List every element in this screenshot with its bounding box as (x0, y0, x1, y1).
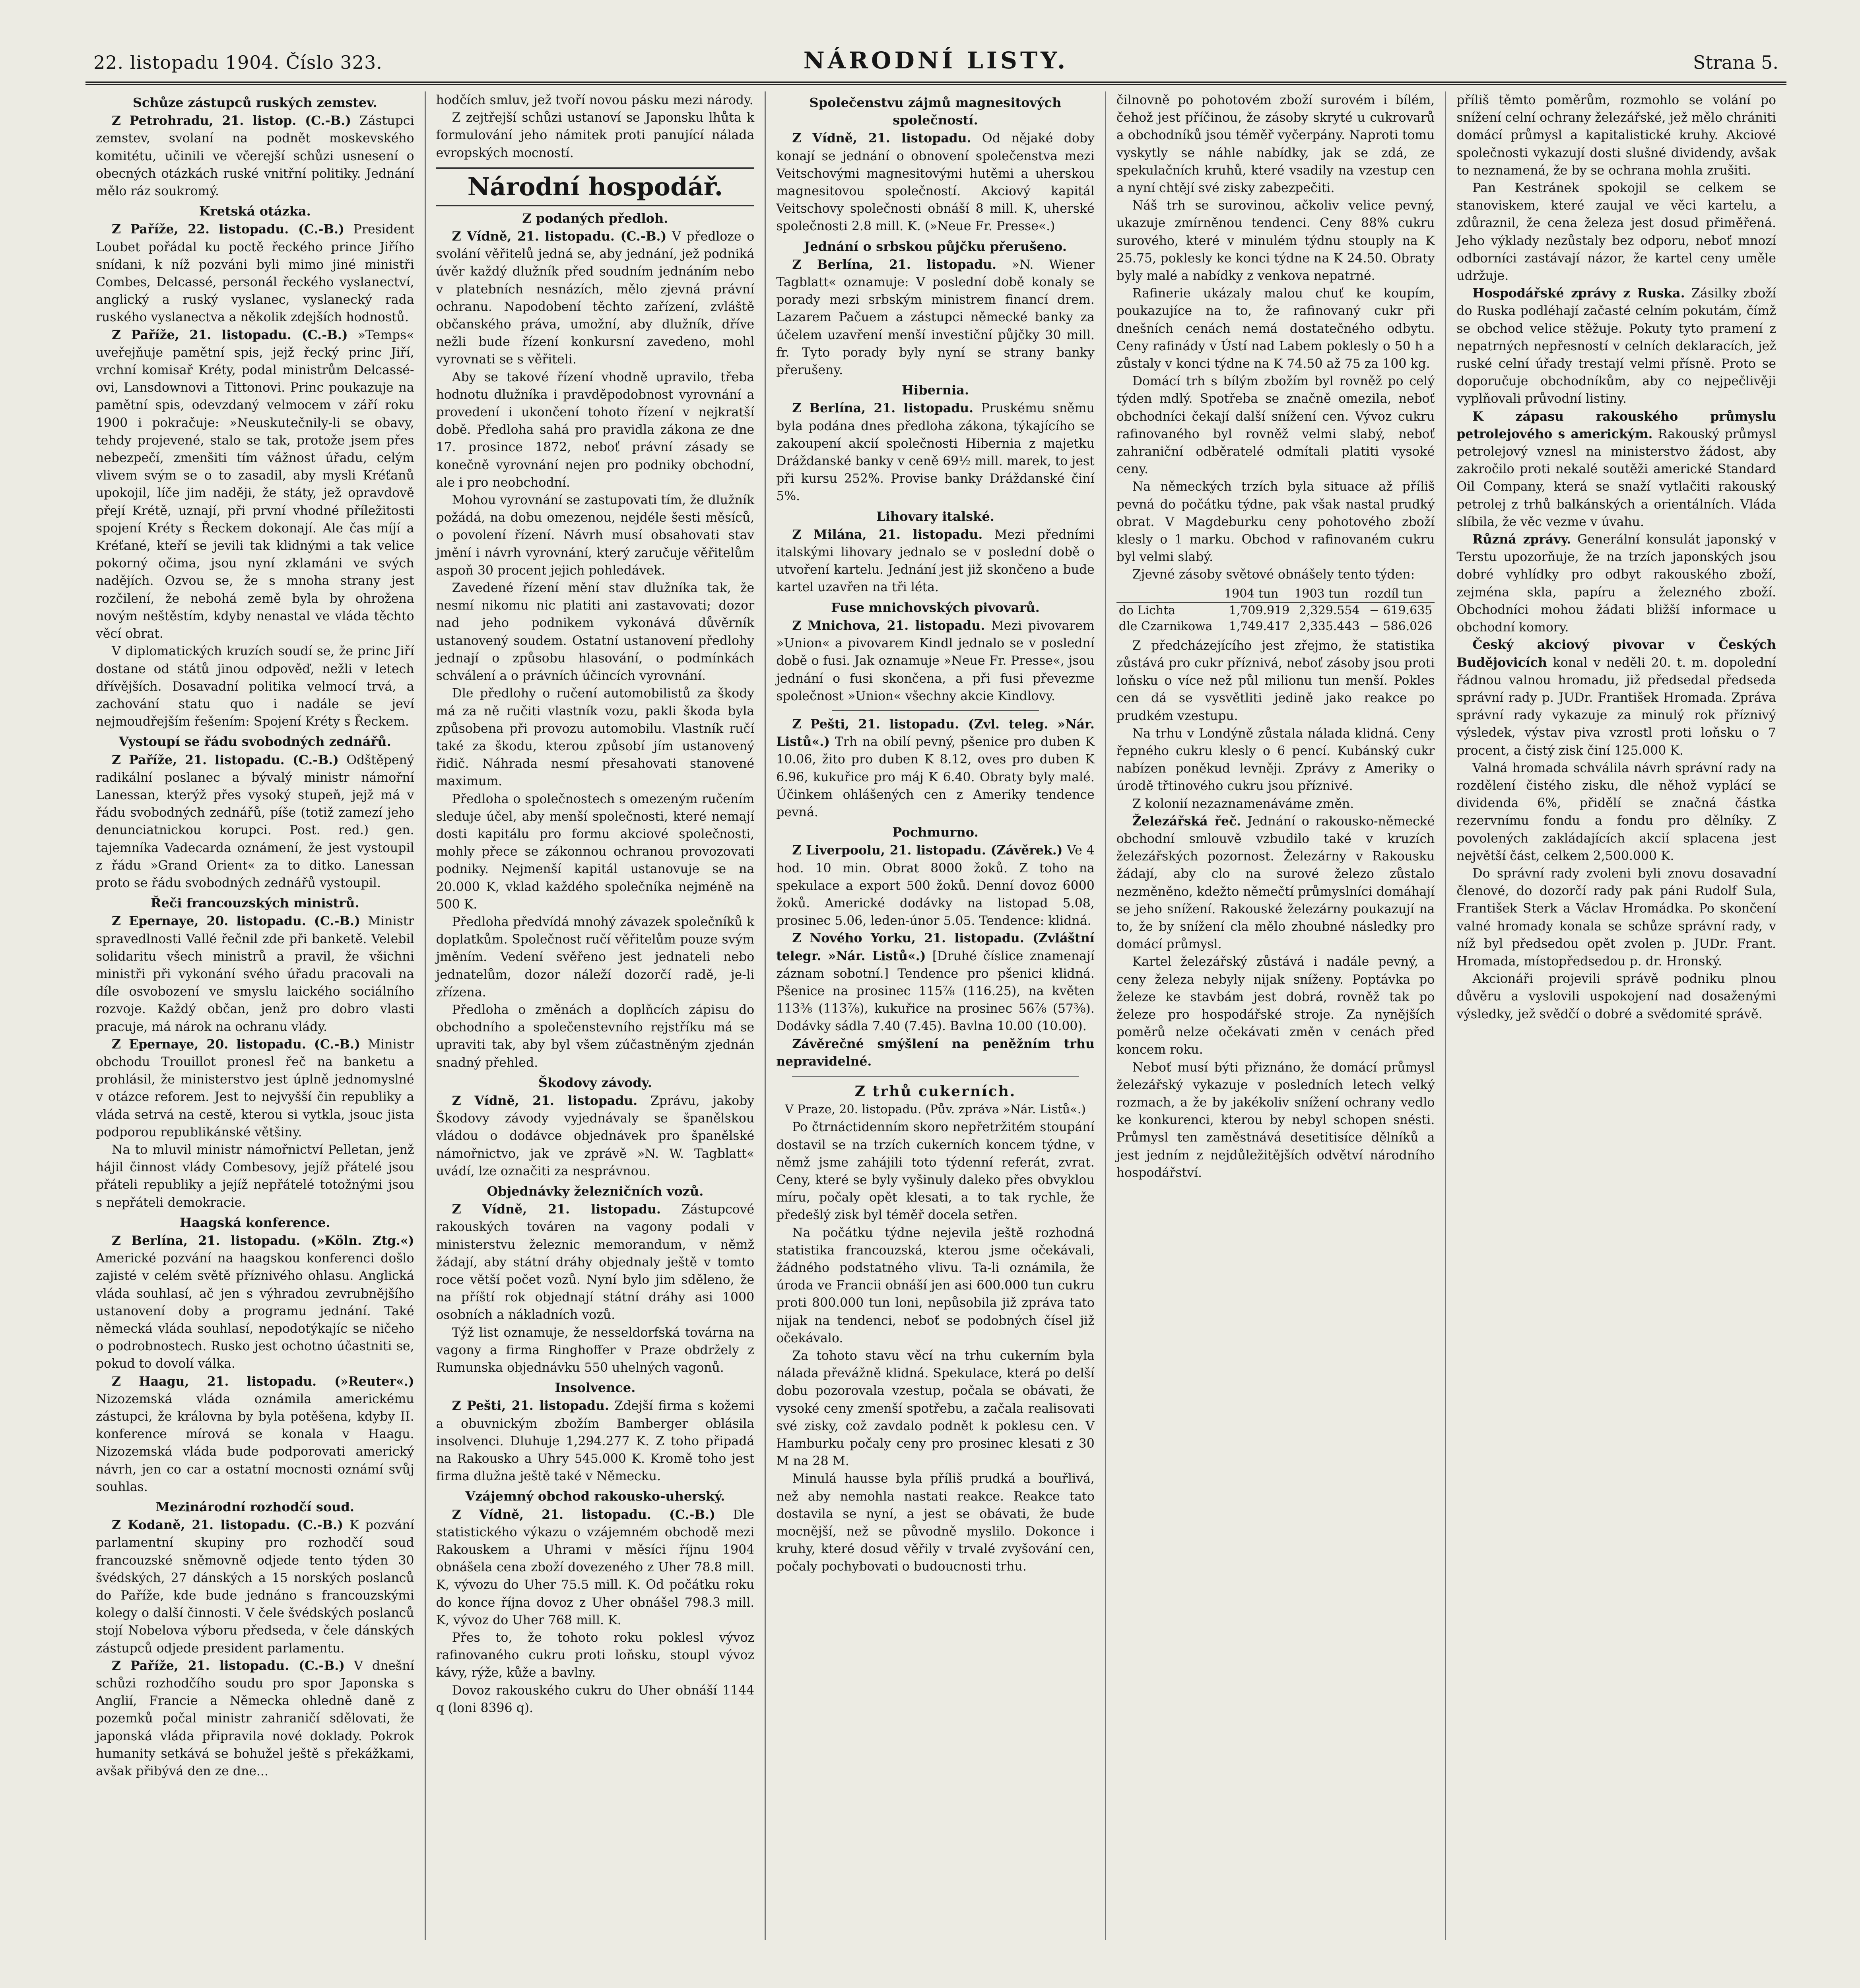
article-heading: Objednávky železničních vozů. (487, 1183, 704, 1199)
article-text (1456, 285, 1776, 408)
article-body: V dnešní schůzi rozhodčího soudu pro spor Japonska s Anglií, Francie a Německa ohledně daně z pozemků počal ministr zahraničí sdělovati, že japonská vláda připravila nové doklady. Pokrok humanity setkává se bohužel ještě s překážkami, avšak přibývá den ze dne... (96, 1658, 414, 1779)
article-text (776, 130, 1095, 235)
divider (792, 1076, 1079, 1077)
article-text (1456, 531, 1776, 636)
article-text (776, 842, 1095, 930)
article-body: Kartel železářský zůstává i nadále pevný, a ceny železa nebyly nijak sníženy. Poptávka po železe ke stavbám jest dobrá, rovněž tak po železe pro hospodářské stroje. Za nynějších poměrů nelze očekávati změn v cenách před koncem roku. (1116, 955, 1435, 1057)
article-text (96, 221, 414, 326)
article-text (436, 1201, 755, 1324)
article-body: Od nějaké doby konají se jednání o obnovení společenstva mezi Veitschovými magnesitovými hutěmi a uherskou magnesitovou společností. Akciový kapitál Veitschovy společnosti obnáší 8 mill. K, uherské společnosti 2.8 mill. K. (»Neue Fr. Presse«.) (776, 131, 1095, 234)
article-body: Pan Kestránek spokojil se celkem se stanoviskem, které zaujal ve věci kartelu, a zdůraznil, že cena železa jest dosud přiměřená. Jeho výklady nezůstaly bez odporu, neboť mnozí odborníci zastávají názor, že kartel ceny uměle udržuje. (1456, 181, 1776, 283)
dateline: Z Vídně, 21. listopadu. (452, 1093, 638, 1108)
article-body: Aby se takové řízení vhodně upravilo, třeba hodnotu dlužníka i pravděpodobnost vyrovnání a provedení i ukončení tohoto řízení v nejkratší době. Předloha sahá pro pravidla zákona ze dne 17. prosince 1872, neboť právní zásady se konečně vyrovnání nejen pro podniky obchodní, ale i pro neobchodní. (436, 370, 755, 490)
article-heading: Různá zprávy. (1472, 532, 1571, 547)
dateline: Z Liverpoolu, 21. listopadu. (Závěrek.) (792, 843, 1063, 858)
column-2 (426, 91, 766, 1940)
article-text (1116, 813, 1435, 953)
article-heading: Jednání o srbskou půjčku přerušeno. (804, 239, 1067, 254)
article-body: Nizozemská vláda oznámila americkému zástupci, že královna by byla potěšena, kdyby II. konference mírová se konala v Haagu. Nizozemská vláda bude podporovati americký návrh, jen co car a ostatní mocnosti oznámí svůj souhlas. (96, 1392, 414, 1494)
article-body: Zástupci zemstev, svolaní na podnět moskevského komitétu, učinili ve včerejší schůzi usnesení o obecných otázkách ruské vnitřní politiky. Jednání mělo ráz soukromý. (96, 114, 414, 199)
dateline: Z Vídně, 21. listopadu. (C.-B.) (452, 1507, 715, 1522)
article-body: Pruskému sněmu byla podána dnes předloha zákona, týkajícího se zakoupení akcií společnosti Hibernia z majetku Dráždanské banky v ceně 69½ mill. marek, to jest při kursu 252%. Provise banky Dráždanské činí 5%. (776, 401, 1095, 504)
dateline: Z Paříže, 22. listopadu. (C.-B.) (112, 222, 344, 237)
article-heading: Hibernia. (901, 382, 969, 398)
article-heading: Schůze zástupců ruských zemstev. (132, 95, 377, 110)
article-body: Dovoz rakouského cukru do Uher obnáší 1144 q (loni 8396 q). (436, 1683, 755, 1715)
article-body: V předloze o svolání věřitelů jedná se, aby jednání, jež podniká úvěr každý dlužník před soudním jednáním nebo v platebních nesnázích, mělo zjevná právní ochranu. Napodobení těchto zařízení, zvláště občanského práva, umožní, aby dlužník, dříve nežli bude řízení konkursní zavedeno, mohl vyrovnati se s věřiteli. (436, 229, 755, 367)
article-body: »N. Wiener Tagblatt« oznamuje: V poslední době konaly se porady mezi srbským ministrem financí drem. Lazarem Pačuem a zástupci německé banky za účelem uzavření menší investiční půjčky 30 mill. fr. Tyto porady byly nyní se strany banky přerušeny. (776, 257, 1095, 378)
article-body: Přes to, že tohoto roku poklesl vývoz rafinovaného cukru proti loňsku, stoupl vývoz kávy, rýže, kůže a bavlny. (436, 1631, 755, 1680)
table-header: rozdíl tun (1362, 586, 1435, 602)
table-cell: 2,335.443 (1299, 619, 1360, 633)
article-heading: Haagská konference. (180, 1215, 330, 1230)
article-text (776, 400, 1095, 505)
column-5 (1446, 91, 1786, 1940)
article-heading: Řeči francouzských ministrů. (150, 895, 359, 911)
article-body: čilnovně po pohotovém zboží surovém i bílém, čehož jest příčinou, že zásoby skryté u cukrovarů a obchodníků jsou téměř vyčerpány. Naproti tomu vyskytly se náhle nabídky, jak se zdá, ze spekulačních kruhů, které vsadily na vzestup cen a nyní chtějí své zisky zabezpečiti. (1116, 93, 1435, 196)
article-body: Trh na obilí pevný, pšenice pro duben K 10.06, žito pro duben K 8.12, oves pro duben K 6.96, kukuřice pro máj K 6.40. Obraty byly malé. Účinkem ohlášených cen z Ameriky tendence pevná. (776, 735, 1095, 819)
article-body: Na trhu v Londýně zůstala nálada klidná. Ceny řepného cukru klesly o 6 pencí. Kubánský cukr nabízen poněkud levněji. Zprávy z Ameriky o úrodě třtinového cukru jsou příznivé. (1116, 726, 1435, 794)
issue-date: 22. listopadu 1904. Číslo 323. (93, 52, 382, 73)
article-text (96, 326, 414, 643)
article-text (96, 1373, 414, 1496)
article-text (1456, 636, 1776, 759)
article-heading: Vystoupí se řádu svobodných zednářů. (118, 734, 391, 749)
article-heading: Fuse mnichovských pivovarů. (831, 600, 1040, 615)
article-body: Odštěpený radikální poslanec a bývalý ministr námořní Lanessan, kterýž přes vysoký stupeň, jejž má v řádu svobodných zednářů, píše (totiž zamezí jeho denunciatnickou korupci. Post. red.) gen. tajemníka Vadecarda oznámení, že jest vystoupil z řádu »Grand Orient« za to ditko. Lanessan proto se řádu svobodných zednářů vystoupil. (96, 753, 414, 890)
article-body: Zástupcové rakouských továren na vagony podali v ministerstvu železnic memorandum, v němž žádají, aby státní dráhy objednaly ještě v tomto roce větší počet vozů. Nyní bylo jim sděleno, že na příští rok objednají státní dráhy asi 1000 osobních a nákladních vozů. (436, 1202, 755, 1322)
article-body: Mezi pivovarem »Union« a pivovarem Kindl jednalo se v poslední době o fusi. Jak oznamuje »Neue Fr. Presse«, jsou jednání o fusi skončena, a při fusi převezme společnost »Union« všechny akcie Kindlovy. (776, 618, 1095, 703)
article-body: K pozvání parlamentní skupiny pro rozhodčí soud francouzské sněmovně odjede tento týden 30 švédských, 27 dánských a 15 norských poslanců do Paříže, kde bude jednáno s francouzskými kolegy o další činnosti. V čele švédských poslanců stojí Nobelova výboru předseda, v čele dánských zástupců odjede president parlamentu. (96, 1518, 414, 1656)
article-body: Předloha o společnostech s omezeným ručením sleduje účel, aby menší společnosti, které nemají dosti kapitálu pro formu akciové společnosti, mohly přece se zákonnou ochranou provozovati podniky. Nejmenší kapitál ustanovuje se na 20.000 K, vklad každého společníka nejméně na 500 K. (436, 792, 755, 912)
table-header: 1904 tun (1222, 586, 1292, 602)
table-cell: 1,709.919 (1229, 603, 1290, 617)
article-body: President Loubet pořádal ku poctě řeckého prince Jiřího snídani, k níž pozváni byli mimo jiné ministři Combes, Delcassé, personál řeckého vyslanectví, anglický a ruský vyslanec, vyslanecký rada ruského vyslanectva a několik zdejších hodnostů. (96, 222, 414, 325)
article-body: Na počátku týdne nejevila ještě rozhodná statistika francouzská, kterou jsme očekávali, žádného podstatného vlivu. Ta-li oznámila, že úroda ve Francii obnáší jen asi 600.000 tun cukru proti 800.000 tun loni, nepůsobila již zpráva tato nijak na tendenci, neboť se podobných čísel již očekávalo. (776, 1225, 1095, 1345)
article-body: Ministr spravedlnosti Vallé řečnil zde při banketě. Velebil solidaritu všech ministrů a pravil, že všichni ministři při vykonání svého úřadu pracovali na díle osvobození ve smyslu laického sociálního rozvoje. Každý občan, jenž pro dobro vlasti pracuje, má nárok na ochranu vlády. (96, 914, 414, 1034)
article-body: Do správní rady zvoleni byli znovu dosavadní členové, do dozorčí rady pak páni Rudolf Sula, František Sterk a Václav Hromádka. Po skončení valné hromady konala se schůze správní rady, v níž byl předsedou opět zvolen p. JUDr. Frant. Hromada, místopředsedou p. dr. Hronský. (1456, 866, 1776, 969)
article-text (436, 228, 755, 369)
dateline: Z Pešti, 21. listopadu. (Zvl. teleg. »Nár. Listů«.) (776, 716, 1095, 749)
article-columns (85, 91, 1786, 1940)
article-heading: Český akciový pivovar v Českých Budějovicích (1456, 637, 1776, 670)
article-body: Dle předlohy o ručení automobilistů za škody má za ně ručiti vlastník vozu, pakli škoda byla způsobena při provozu automobilu. Vlastník ručí také za škodu, kterou způsobí jím ustanovený řidič. Náhrada nesmí přesahovati stanovené maximum. (436, 686, 755, 789)
page-number: Strana 5. (1693, 52, 1778, 73)
article-heading: Pochmurno. (892, 825, 979, 840)
dateline: Z Epernaye, 20. listopadu. (C.-B.) (112, 1037, 360, 1052)
newspaper-title: NÁRODNÍ LISTY. (803, 47, 1069, 74)
article-body: Akcionáři projevili správě podniku plnou důvěru a vyslovili uspokojení nad dosaženými výsledky, jež svědčí o dobré a svědomité správě. (1456, 972, 1776, 1021)
article-body: [Druhé číslice znamenají záznam sobotní.] Tendence pro pšenici klidná. Pšenice na prosinec 115⅞ (116.25), na květen 113⅜ (113⅞), kukuřice na prosinec 56⅞ (57⅜). Dodávky sádla 7.40 (7.45). Bavlna 10.00 (10.00). (776, 949, 1095, 1034)
article-heading: K zápasu rakouského průmyslu petrolejového s americkým. (1456, 409, 1776, 441)
dateline: Z Mnichova, 21. listopadu. (792, 618, 985, 633)
article-body: Předloha předvídá mnohý závazek společníků k doplatkům. Společnost ručí věřitelům pouze svým jměním. Vedení svěřeno jest jednateli nebo jednatelům, dozor náleží dozorčí radě, je-li zřízena. (436, 914, 755, 1000)
dateline: Z Haagu, 21. listopadu. (»Reuter«.) (112, 1374, 414, 1389)
dateline: Z Kodaně, 21. listopadu. (C.-B.) (112, 1518, 343, 1533)
article-text (96, 1036, 414, 1141)
column-1 (85, 91, 426, 1940)
article-text (776, 526, 1095, 596)
divider (832, 710, 1039, 711)
article-body: Mezi předními italskými lihovary jednalo se v poslední době o utvoření kartelu. Jednání jest již skončeno a bude kartel uzavřen na tři léta. (776, 527, 1095, 595)
article-body: konal v neděli 20. t. m. dopolední řádnou valnou hromadu, již předsedal předseda správní rady p. JUDr. František Hromada. Zpráva správní rady vykazuje za minulý rok příznivý výsledek, výstav piva vzrostl proti loňsku o 7 procent, a čistý zisk činí 125.000 K. (1456, 655, 1776, 758)
article-heading: Škodovy závody. (538, 1075, 652, 1090)
article-body: Americké pozvání na haagskou konferenci došlo zajisté v celém světě příznivého ohlasu. Anglická vláda souhlasí, ač jen s výhradou zevrubnějšího ustanovení doby a programu jednání. Také německá vláda souhlasí, nepodotýkajíc se ničeho o podrobnostech. Rusko jest ochotno účastniti se, pokud to dovolí válka. (96, 1251, 414, 1371)
article-body: Dle statistického výkazu o vzájemném obchodě mezi Rakouskem a Uhrami v měsíci říjnu 1904 obnášela cena zboží dovezeného z Uher 78.8 mill. K, vývozu do Uher 75.5 mill. K. Od počátku roku do konce října dovoz z Uher obnášel 798.3 mill. K, vývoz do Uher 768 mill. K. (436, 1507, 755, 1627)
article-body: Zprávu, jakoby Škodovy závody vyjednávaly se španělskou vládou o dodávce objednávek pro španělské námořnictvo, jak ve zprávě »N. W. Tagblatt« uvádí, lze označiti za nesprávnou. (436, 1093, 755, 1178)
article-heading: Z podaných předloh. (522, 210, 668, 226)
article-body: Po čtrnáctidenním skoro nepřetržitém stoupání dostavil se na trzích cukerních koncem týdne, v němž jsme zahájili toto týdenní referát, zvrat. Ceny, které se byly vyšinuly daleko přes obvyklou míru, počaly opět klesati, a to tak rychle, že předešlý zisk byl téměř docela setřen. (776, 1120, 1095, 1223)
article-body: Jednání o rakousko-německé obchodní smlouvě vzbudilo také v kruzích železářských pozornost. Železárny v Rakousku žádají, aby clo na surové železo zůstalo nezměněno, kdežto němečtí průmyslníci domáhají se jeho snížení. Rakouské železárny poukazují na to, že by snížení cla mělo zhoubné následky pro domácí průmysl. (1116, 814, 1435, 952)
article-body: Zavedené řízení mění stav dlužníka tak, že nesmí nikomu nic platiti ani zastavovati; dozor nad jeho podnikem vykonává důvěrník ustanovený soudem. Ostatní ustanovení předlohy jednají o způsobu hlasování, o podmínkách schválení a o právních účincích vyrovnání. (436, 581, 755, 683)
article-heading: Insolvence. (555, 1380, 636, 1396)
dateline: Z Milána, 21. listopadu. (792, 527, 983, 542)
table-cell: 2,329.554 (1299, 603, 1360, 617)
dateline: Z Paříže, 21. listopadu. (C.-B.) (112, 327, 348, 342)
article-body: Z předcházejícího jest zřejmo, že statistika zůstává pro cukr příznivá, neboť zásoby jsou proti loňsku o více než půl milionu tun menší. Pokles cen dá se vysvětliti jedině jako reakce po prudkém vzestupu. (1116, 638, 1435, 723)
table-header: 1903 tun (1292, 586, 1362, 602)
sugar-stocks-table (1116, 586, 1435, 635)
article-text (776, 256, 1095, 379)
table-cell: do Lichta (1118, 603, 1176, 617)
article-heading: Společenstvu zájmů magnesitových společností. (809, 95, 1062, 128)
article-body: Týž list oznamuje, že nesseldorfská továrna na vagony a firma Ringhoffer v Praze obdržely z Rumunska objednávku 550 uhelných vagonů. (436, 1325, 755, 1375)
article-body: »Temps« uveřejňuje pamětní spis, jejž řecký princ Jiří, vrchní komisař Kréty, podal ministrům Delcassé-ovi, Lansdownovi a Tittonovi. Princ poukazuje na pamětní spis, odevzdaný velmocem v září roku 1900 i pokračuje: »Neuskutečnily-li se obavy, tehdy projevené, stalo se tak, protože jsem přes nebezpečí, zmenšiti tím vážnost úřadu, celým vlivem svým se o to zasadil, aby mysli Kréťanů upokojil, líče jim naději, že státy, jež opravdově přejí Krétě, uznají, při první vhodné příležitosti spojení Kréty s Řeckem dokonají. Ale čas míjí a Kréťané, kteří se jevili tak klidnými a tak velice pokorný očima, jsou nyní zklamáni ve svých nadějích. Ozvou se, že s mnoha strany jest rozčilení, že nebohá země byla by ohrožena novým neštěstím, kdyby nenastal ve vláda těchto věcí obrat. (96, 328, 414, 641)
column-3 (766, 91, 1106, 1940)
dateline: V Praze, 20. listopadu. (Pův. zpráva »Nár. Listů«.) (785, 1103, 1086, 1117)
article-body: Za tohoto stavu věcí na trhu cukerním byla nálada převážně klidná. Spekulace, která po delší dobu pozorovala vzestup, počala se obávati, že vysoké ceny zmenší spotřebu, a začala realisovati své zisky, což zavdalo podnět k poklesu cen. V Hamburku počaly ceny pro prosinec klesati z 30 M na 28 M. (776, 1349, 1095, 1469)
dateline: Z Vídně, 21. listopadu. (C.-B.) (452, 229, 667, 244)
article-heading: Lihovary italské. (876, 509, 994, 524)
article-text (96, 1232, 414, 1373)
table-cell: − 586.026 (1369, 619, 1433, 633)
article-text (96, 112, 414, 200)
article-text (96, 912, 414, 1035)
article-heading: Kretská otázka. (199, 204, 311, 219)
masthead (85, 44, 1786, 85)
article-body: příliš těmto poměrům, rozmohlo se volání po snížení celní ochrany železářské, jež mělo chrániti domácí průmysl a kapitalistické kruhy. Akciové společnosti vykazují dosti slušné dividendy, avšak to neznamená, že by se ochrana mohla zrušiti. (1456, 93, 1776, 178)
dateline: Z Berlína, 21. listopadu. (792, 257, 997, 272)
article-text (96, 751, 414, 892)
table-header-row (1116, 586, 1435, 602)
article-body: hodčích smluv, jež tvoří novou pásku mezi národy. (436, 93, 753, 107)
article-body: Ve 4 hod. 10 min. Obrat 8000 žoků. Z toho na spekulace a export 500 žoků. Denní dovoz 6000 žoků. Americké dodávky na listopad 5.08, prosinec 5.06, leden-únor 5.05. Tendence: klidná. (776, 843, 1095, 928)
article-body: Z zejtřejší schůzi ustanoví se Japonsku lhůta k formulování jeho námitek proti panující nálada evropských mocností. (436, 111, 755, 160)
article-text (436, 1506, 755, 1629)
article-body: Zásilky zboží do Ruska podléhají začasté celním pokutám, čímž se obchod velice stěžuje. Pokuty tyto pramení z nepatrných nepřesností v celních deklaracích, jež ruské celní úřady trestají velmi přísně. Proto se doporučuje obchodníkům, aby co nejpečlivěji vyplňovali průvodní listiny. (1456, 286, 1776, 406)
table-cell: 1,749.417 (1229, 619, 1290, 633)
article-body: Mohou vyrovnání se zastupovati tím, že dlužník požádá, na dobu omezenou, nejdéle šesti měsíců, o povolení řízení. Návrh musí obsahovati stav jmění i návrh vyrovnání, který zaručuje věřitelům aspoň 30 procent jejich pohledávek. (436, 493, 755, 578)
article-body: Na německých trzích byla situace až příliš pevná do počátku týdne, pak však nastal prudký obrat. V Magdeburku ceny pohotového zboží klesly o 1 marku. Obchod v rafinovaném cukru byl velmi slabý. (1116, 480, 1435, 565)
article-body: Generální konsulát japonský v Terstu upozorňuje, že na trzích japonských jsou dobré vyhlídky pro odbyt rakouského zboží, zejména skla, papíru a železného zboží. Obchodníci mohou žádati bližší informace u obchodní komory. (1456, 532, 1776, 635)
table-cell: dle Czarnikowa (1118, 619, 1213, 633)
article-body: Minulá hausse byla příliš prudká a bouřlivá, než aby nemohla nastati reakce. Reakce tato dostavila se nyní, a jest se obávati, že bude mocnější, než se původně myslilo. Dokonce i kruhy, které dosud věřily v trvalé zvyšování cen, počaly pochybovati o budoucnosti trhu. (776, 1472, 1095, 1574)
dateline: Z Vídně, 21. listopadu. (792, 131, 971, 146)
article-text (96, 1516, 414, 1657)
article-body: Zdejší firma s kožemi a obuvnickým zbožím Bamberger oblásila insolvenci. Dluhuje 1,294.277 K. Z toho připadá na Rakousko a Uhry 545.000 K. Kromě toho jest firma dlužna ještě také v Německu. (436, 1399, 755, 1484)
article-body: Na to mluvil ministr námořnictví Pelletan, jenž hájil činnost vlády Combesovy, jejíž přátelé jsou přáteli republiky a jejíž nepřátelé totožnými jsou s nepřáteli demokracie. (96, 1142, 414, 1210)
article-body: Z kolonií nezaznamenáváme změn. (1132, 796, 1354, 811)
article-text (776, 716, 1095, 821)
article-body: Náš trh se surovinou, ačkoliv velice pevný, ukazuje zmírněnou tendenci. Ceny 88% cukru surového, které v minulém týdnu stouply na K 25.75, poklesly ke konci týdne na K 24.50. Obraty byly malé a nabídky z venkova nepatrné. (1116, 198, 1435, 283)
section-heading: Národní hospodář. (436, 167, 755, 206)
dateline: Z Pešti, 21. listopadu. (452, 1398, 609, 1413)
column-4 (1106, 91, 1446, 1940)
article-body: V diplomatických kruzích soudí se, že princ Jiří dostane od států jinou odpověď, nežli v letech dřívějších. Dosavadní politika velmocí trvá, a zachování statu quo i nadále se jeví nejmoudřejším řešením: Spojení Kréty s Řeckem. (96, 644, 414, 729)
article-text (436, 1397, 755, 1485)
article-body: Ministr obchodu Trouillot pronesl řeč na banketu a prohlásil, že ministerstvo jest úplně jednomyslné v otázce reforem. Jest to nejvyšší čin republiky a vláda setrvá na cestě, kterou si vytkla, jsouc jista podporou republikánské většiny. (96, 1037, 414, 1140)
article-heading: Železářská řeč. (1132, 813, 1241, 829)
article-heading: Z trhů cukerních. (854, 1083, 1016, 1100)
table-row (1116, 602, 1435, 619)
article-text (96, 1657, 414, 1780)
article-text (1456, 408, 1776, 531)
article-heading: Mezinárodní rozhodčí soud. (155, 1499, 355, 1515)
article-body: Předloha o změnách a doplňcích zápisu do obchodního a společenstevního rejstříku má se upraviti tak, aby byl všem zúčastněným zjednán snadný přehled. (436, 1002, 755, 1070)
dateline: Z Epernaye, 20. listopadu. (C.-B.) (112, 914, 360, 929)
dateline: Z Paříže, 21. listopadu. (C.-B.) (112, 752, 339, 767)
article-body: Rafinerie ukázaly malou chuť ke koupím, poukazujíce na to, že rafinovaný cukr při dnešních cenách nemá dostatečného odbytu. Ceny rafinády v Ústí nad Labem poklesly o 50 h a zůstaly v konci týdne na K 74.50 až 75 za 100 kg. (1116, 286, 1435, 371)
dateline: Z Vídně, 21. listopadu. (452, 1202, 661, 1217)
article-body: Neboť musí býti přiznáno, že domácí průmysl železářský vykazuje v posledních letech velký rozmach, a že by jakékoliv snížení ochrany vedlo ke konkurenci, kterou by nebyl schopen snésti. Průmysl ten zaměstnává desetitisíce dělníků a jest jedním z nejdůležitějších odvětví národního hospodářství. (1116, 1060, 1435, 1180)
table-cell: − 619.635 (1369, 603, 1433, 617)
dateline: Z Nového Yorku, 21. listopadu. (Zvláštní telegr. »Nár. Listů«.) (776, 931, 1095, 963)
article-body: Rakouský průmysl petrolejový vznesl na ministerstvo žádost, aby zakročilo proti nekalé soutěži americké Standard Oil Company, která se snaží vytlačiti rakouský petrolej z trhů balkánských a orientálních. Vláda slíbila, že věc vezme v úvahu. (1456, 427, 1776, 529)
table-row (1116, 619, 1435, 635)
article-text (776, 617, 1095, 705)
article-text (436, 1092, 755, 1180)
dateline: Z Paříže, 21. listopadu. (C.-B.) (112, 1658, 345, 1673)
table-header (1116, 586, 1222, 602)
dateline: Z Berlína, 21. listopadu. (792, 401, 974, 416)
article-heading: Vzájemný obchod rakousko-uherský. (465, 1489, 725, 1504)
article-text (776, 930, 1095, 1035)
article-heading: Hospodářské zprávy z Ruska. (1472, 286, 1685, 301)
dateline: Z Berlína, 21. listopadu. (»Köln. Ztg.«) (112, 1233, 414, 1248)
article-body: Valná hromada schválila návrh správní rady na rozdělení čistého zisku, dle něhož vyplácí se dividenda 6%, přidělí se značná částka rezervnímu fondu a fondu pro dělníky. Z povolených zakládajících akcií splacena jest největší část, celkem 2,500.000 K. (1456, 761, 1776, 863)
article-body: Závěrečné smýšlení na peněžním trhu nepravidelné. (776, 1036, 1095, 1069)
dateline: Z Petrohradu, 21. listop. (C.-B.) (112, 113, 351, 128)
article-body: Zjevné zásoby světové obnášely tento týden: (1132, 567, 1415, 582)
article-body: Domácí trh s bílým zbožím byl rovněž po celý týden mdlý. Spotřeba se značně omezila, neboť obchodníci čekají další snížení cen. Vývoz cukru rafinovaného byl rovněž velmi slabý, neboť zahraniční odběratelé odmítali platiti vysoké ceny. (1116, 374, 1435, 477)
